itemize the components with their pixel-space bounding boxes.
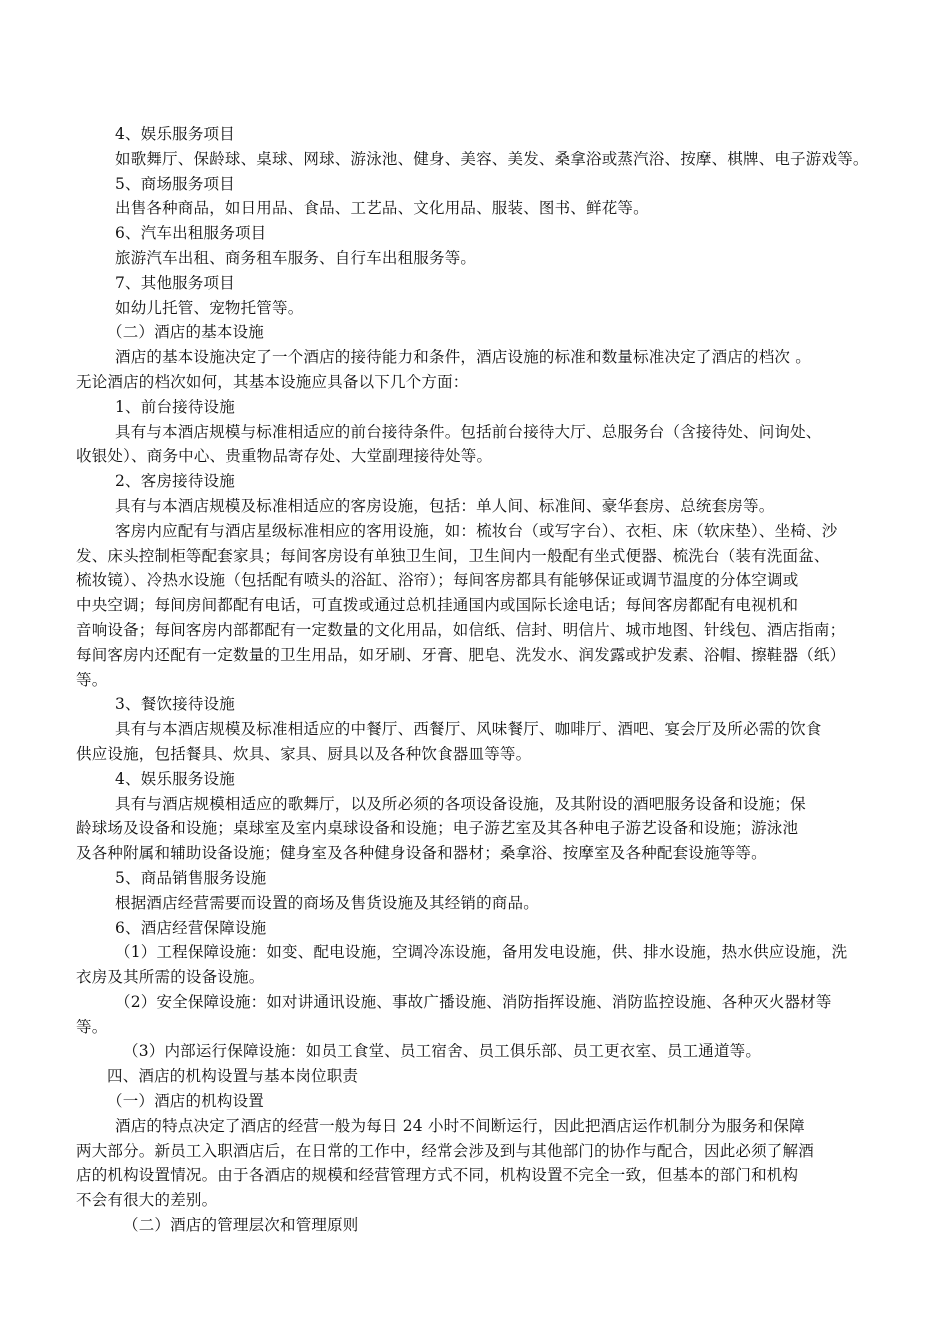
paragraph-line: 两大部分。新员工入职酒店后，在日常的工作中，经常会涉及到与其他部门的协作与配合，因此必须了解酒	[76, 1141, 814, 1160]
paragraph-line: 音响设备；每间客房内部都配有一定数量的文化用品，如信纸、信封、明信片、城市地图、针线包、酒店指南；	[76, 620, 846, 639]
paragraph-line: 酒店的特点决定了酒店的经营一般为每日 24 小时不间断运行，因此把酒店运作机制分为服务和保障	[115, 1116, 805, 1135]
paragraph-line: 如幼儿托管、宠物托管等。	[115, 298, 304, 317]
section-heading: 3、餐饮接待设施	[115, 695, 235, 714]
paragraph-line: 无论酒店的档次如何，其基本设施应具备以下几个方面：	[76, 372, 469, 391]
paragraph-line: 不会有很大的差别。	[76, 1191, 218, 1210]
paragraph-line: 出售各种商品，如日用品、食品、工艺品、文化用品、服装、图书、鲜花等。	[115, 199, 649, 218]
section-heading: 6、汽车出租服务项目	[115, 224, 267, 243]
paragraph-line: （2）安全保障设施：如对讲通讯设施、事故广播设施、消防指挥设施、消防监控设施、各种灭火器材等	[115, 992, 832, 1011]
paragraph-line: （3）内部运行保障设施：如员工食堂、员工宿舍、员工俱乐部、员工更衣室、员工通道等。	[123, 1042, 762, 1061]
paragraph-line: （1）工程保障设施：如变、配电设施，空调冷冻设施，备用发电设施，供、排水设施，热水供应设施，洗	[115, 943, 848, 962]
paragraph-line: 梳妆镜）、冷热水设施（包括配有喷头的浴缸、浴帘）；每间客房都具有能够保证或调节温度的分体空调或	[76, 571, 799, 590]
paragraph-line: 衣房及其所需的设备设施。	[76, 968, 265, 987]
section-heading: 2、客房接待设施	[115, 472, 235, 491]
paragraph-line: 发、床头控制柜等配套家具；每间客房设有单独卫生间，卫生间内一般配有坐式便器、梳洗台（装有洗面盆、	[76, 546, 830, 565]
section-heading: 1、前台接待设施	[115, 397, 235, 416]
paragraph-line: 等。	[76, 1017, 108, 1036]
paragraph-line: 收银处）、商务中心、贵重物品寄存处、大堂副理接待处等。	[76, 447, 493, 466]
paragraph-line: 旅游汽车出租、商务租车服务、自行车出租服务等。	[115, 248, 477, 267]
paragraph-line: 等。	[76, 670, 108, 689]
section-heading: 7、其他服务项目	[115, 273, 235, 292]
paragraph-line: 及各种附属和辅助设备设施；健身室及各种健身设备和器材；桑拿浴、按摩室及各种配套设施等等。	[76, 844, 767, 863]
paragraph-line: 客房内应配有与酒店星级标准相应的客用设施，如：梳妆台（或写字台）、衣柜、床（软床垫）、坐椅、沙	[115, 521, 838, 540]
paragraph-line: 根据酒店经营需要而设置的商场及售货设施及其经销的商品。	[115, 893, 539, 912]
document-page	[76, 122, 876, 1238]
paragraph-line: 具有与本酒店规模及标准相适应的客房设施，包括：单人间、标准间、豪华套房、总统套房等。	[115, 496, 775, 515]
paragraph-line: 供应设施，包括餐具、炊具、家具、厨具以及各种饮食器皿等等。	[76, 744, 532, 763]
paragraph-line: 店的机构设置情况。由于各酒店的规模和经营管理方式不同，机构设置不完全一致，但基本的部门和机构	[76, 1166, 799, 1185]
section-heading: 6、酒店经营保障设施	[115, 918, 267, 937]
section-heading: 5、商场服务项目	[115, 174, 235, 193]
paragraph-line: 中央空调；每间房间都配有电话，可直拨或通过总机挂通国内或国际长途电话；每间客房都配有电视机和	[76, 596, 799, 615]
section-heading: 4、娱乐服务设施	[115, 769, 235, 788]
paragraph-line: 每间客房内还配有一定数量的卫生用品，如牙刷、牙膏、肥皂、洗发水、润发露或护发素、浴帽、擦鞋器（纸）	[76, 645, 846, 664]
paragraph-line: 龄球场及设备和设施；桌球室及室内桌球设备和设施；电子游艺室及其各种电子游艺设备和设施；游泳池	[76, 819, 799, 838]
paragraph-line: 如歌舞厅、保龄球、桌球、网球、游泳池、健身、美容、美发、桑拿浴或蒸汽浴、按摩、棋牌、电子游戏等。	[115, 149, 869, 168]
subsection-heading: （一）酒店的机构设置	[107, 1092, 265, 1111]
chapter-heading: 四、酒店的机构设置与基本岗位职责	[107, 1067, 359, 1086]
section-heading: 4、娱乐服务项目	[115, 125, 235, 143]
section-heading: 5、商品销售服务设施	[115, 868, 267, 887]
subsection-heading: （二）酒店的基本设施	[107, 323, 265, 342]
paragraph-line: 具有与本酒店规模及标准相适应的中餐厅、西餐厅、风味餐厅、咖啡厅、酒吧、宴会厅及所必需的饮食	[115, 720, 822, 739]
paragraph-line: 酒店的基本设施决定了一个酒店的接待能力和条件，酒店设施的标准和数量标准决定了酒店的档次 。	[115, 348, 811, 367]
paragraph-line: 具有与酒店规模相适应的歌舞厅，以及所必须的各项设备设施，及其附设的酒吧服务设备和设施；保	[115, 794, 806, 813]
subsection-heading: （二）酒店的管理层次和管理原则	[123, 1216, 359, 1235]
paragraph-line: 具有与本酒店规模与标准相适应的前台接待条件。包括前台接待大厅、总服务台（含接待处、问询处、	[115, 422, 822, 441]
